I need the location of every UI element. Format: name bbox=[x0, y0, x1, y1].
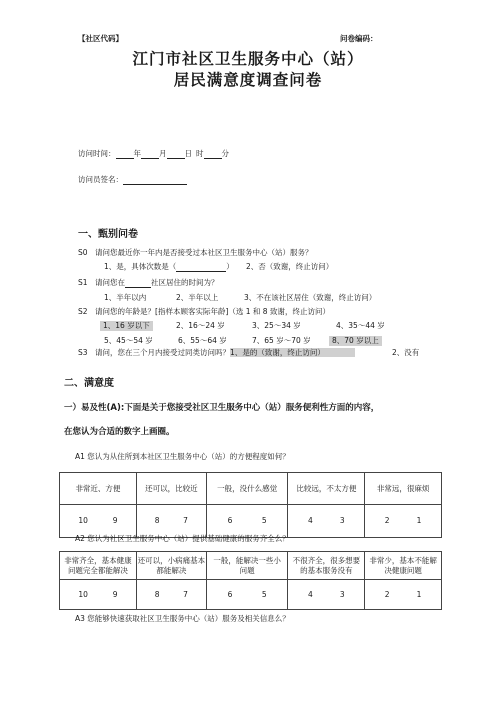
a2-score-cell-2 bbox=[136, 580, 206, 610]
interviewer-label: 访问员签名： bbox=[78, 175, 123, 184]
a2-score-cell-4 bbox=[288, 580, 365, 610]
a2-score-cell-3 bbox=[206, 580, 288, 610]
a1-score-cell-5 bbox=[365, 505, 442, 538]
s3-option-2[interactable]: 2、没有 bbox=[392, 348, 420, 357]
s2-option-1[interactable]: 1、16 岁以下 bbox=[100, 321, 153, 331]
a1-score-9[interactable]: 9 bbox=[112, 516, 118, 525]
a1-score-1[interactable]: 1 bbox=[416, 516, 422, 525]
s3-question: S3 请问，您在三个月内接受过同类访问吗？ bbox=[78, 348, 231, 357]
a3-question: A3 您能够快速获取社区卫生服务中心（站）服务及相关信息么？ bbox=[75, 614, 290, 623]
community-code-label: 【社区代码】 bbox=[78, 34, 123, 43]
section-1-heading: 一、甄别问卷 bbox=[78, 229, 138, 240]
s2-question: S2 请问您的年龄是？[指样本顾客实际年龄]（选 1 和 8 致谢，终止访问） bbox=[78, 307, 330, 316]
s2-option-8[interactable]: 8、70 岁以上 bbox=[329, 336, 382, 346]
a2-header-1 bbox=[60, 552, 137, 580]
month-blank[interactable] bbox=[141, 149, 159, 159]
s1-community-blank[interactable] bbox=[125, 278, 151, 288]
s0-option-1-suffix: ） bbox=[226, 262, 234, 271]
s2-option-2[interactable]: 2、16～24 岁 bbox=[176, 321, 225, 330]
a1-score-cell-1 bbox=[60, 505, 137, 538]
a2-score-8[interactable]: 8 bbox=[154, 589, 160, 599]
a2-header-1-line-2: 问题完全都能解决 bbox=[67, 565, 128, 575]
a2-header-2-line-1: 还可以，小病痛基本 bbox=[137, 555, 206, 565]
a2-score-2[interactable]: 2 bbox=[384, 589, 390, 599]
a1-score-6[interactable]: 6 bbox=[227, 516, 233, 525]
a2-score-cell-1 bbox=[60, 580, 137, 610]
day-label: 日 bbox=[184, 149, 192, 158]
year-blank[interactable] bbox=[116, 149, 134, 159]
a2-rating-table bbox=[59, 551, 442, 610]
a2-header-3-line-2: 问题 bbox=[239, 565, 255, 575]
a1-header-4: 比较远，不太方便 bbox=[288, 473, 365, 505]
a1-header-2: 还可以，比较近 bbox=[136, 473, 206, 505]
a2-score-cell-5 bbox=[365, 580, 442, 610]
s2-option-3[interactable]: 3、25～34 岁 bbox=[252, 321, 301, 330]
s1-option-1[interactable]: 1、半年以内 bbox=[104, 293, 147, 302]
minute-label: 分 bbox=[221, 149, 229, 158]
a1-score-5[interactable]: 5 bbox=[261, 516, 267, 525]
accessibility-intro-line-2: 在您认为合适的数字上画圈。 bbox=[64, 427, 175, 437]
a2-header-3-line-1: 一般，能解决一些小 bbox=[213, 555, 281, 565]
s3-question-row bbox=[78, 348, 355, 358]
s2-option-6[interactable]: 6、55～64 岁 bbox=[178, 336, 227, 345]
day-blank[interactable] bbox=[167, 149, 185, 159]
a1-header-1: 非常近、方便 bbox=[60, 473, 137, 505]
a2-score-4[interactable]: 4 bbox=[308, 589, 313, 599]
hour-minute-blank[interactable] bbox=[204, 149, 222, 159]
a2-header-4-line-2: 的基本服务没有 bbox=[300, 565, 353, 575]
a2-score-7[interactable]: 7 bbox=[183, 589, 188, 599]
a2-header-5 bbox=[365, 552, 442, 580]
s1-question-prefix: S1 请问您在 bbox=[78, 278, 126, 287]
a2-header-2 bbox=[136, 552, 206, 580]
interviewer-signature-blank[interactable] bbox=[123, 175, 187, 185]
interview-time-label: 访问时间： bbox=[78, 149, 116, 158]
month-label: 月 bbox=[159, 149, 167, 158]
s0-option-2[interactable]: 2、否（致谢，终止访问） bbox=[246, 262, 334, 271]
a2-score-9[interactable]: 9 bbox=[112, 589, 118, 599]
a2-header-4 bbox=[288, 552, 365, 580]
a2-score-3[interactable]: 3 bbox=[339, 589, 345, 599]
a1-score-cell-4 bbox=[288, 505, 365, 538]
a2-score-10[interactable]: 10 bbox=[78, 589, 88, 599]
a2-score-1[interactable]: 1 bbox=[416, 589, 422, 599]
s2-option-5[interactable]: 5、45～54 岁 bbox=[104, 336, 153, 345]
a1-header-3: 一般，没什么感觉 bbox=[206, 473, 288, 505]
a2-header-5-line-2: 决健康问题 bbox=[384, 565, 422, 575]
interviewer-row bbox=[78, 175, 187, 185]
s3-option-1[interactable]: 1、是的（致谢，终止访问） bbox=[230, 348, 355, 357]
a2-header-2-line-2: 都能解决 bbox=[156, 565, 187, 575]
title-line-1: 江门市社区卫生服务中心（站） bbox=[132, 50, 364, 68]
a2-score-5[interactable]: 5 bbox=[261, 589, 267, 599]
a2-header-5-line-1: 非常少，基本不能解 bbox=[369, 555, 437, 565]
a2-score-6[interactable]: 6 bbox=[227, 589, 233, 599]
interview-time-row bbox=[78, 149, 229, 159]
s2-option-7[interactable]: 7、65 岁～70 岁 bbox=[252, 336, 311, 345]
a1-rating-table bbox=[59, 472, 442, 538]
title-line-2: 居民满意度调查问卷 bbox=[173, 71, 323, 89]
s0-count-blank[interactable] bbox=[176, 262, 226, 272]
s0-option-1-prefix: 1、是，具体次数是（ bbox=[104, 262, 177, 271]
a1-score-cell-3 bbox=[206, 505, 288, 538]
a1-score-4[interactable]: 4 bbox=[308, 516, 313, 525]
year-label: 年 bbox=[133, 149, 141, 158]
a2-header-1-line-1: 非常齐全，基本健康 bbox=[64, 555, 132, 565]
a1-header-5: 非常远，很麻烦 bbox=[365, 473, 442, 505]
s0-question: S0 请问您最近你一年内是否接受过本社区卫生服务中心（站）服务？ bbox=[78, 248, 313, 257]
a1-score-8[interactable]: 8 bbox=[154, 516, 160, 525]
a1-score-cell-2 bbox=[136, 505, 206, 538]
s1-option-2[interactable]: 2、半年以上 bbox=[176, 293, 219, 302]
section-2-heading: 二、满意度 bbox=[64, 378, 114, 389]
a1-score-10[interactable]: 10 bbox=[78, 516, 88, 525]
a1-score-2[interactable]: 2 bbox=[384, 516, 390, 525]
s1-question-suffix: 社区居住的时间为？ bbox=[151, 278, 219, 287]
s1-option-3[interactable]: 3、不在该社区居住（致谢，终止访问） bbox=[244, 293, 377, 302]
s1-question bbox=[78, 278, 219, 288]
a2-header-4-line-1: 不很齐全，很多想要 bbox=[292, 555, 361, 565]
accessibility-intro-line-1: 一）易及性(A):下面是关于您接受社区卫生服务中心（站）服务便利性方面的内容， bbox=[64, 403, 380, 413]
a1-score-7[interactable]: 7 bbox=[183, 516, 188, 525]
a2-header-3 bbox=[206, 552, 288, 580]
s0-option-1[interactable] bbox=[104, 262, 234, 272]
s2-option-4[interactable]: 4、35～44 岁 bbox=[336, 321, 385, 330]
a1-question: A1 您认为从住所到本社区卫生服务中心（站）的方便程度如何？ bbox=[75, 452, 290, 461]
a1-score-3[interactable]: 3 bbox=[339, 516, 345, 525]
hour-label: 时 bbox=[196, 149, 204, 158]
a2-question: A2 您认为社区卫生服务中心（站）提供基础健康的服务齐全么？ bbox=[75, 534, 290, 543]
questionnaire-number-label: 问卷编码： bbox=[340, 34, 378, 43]
